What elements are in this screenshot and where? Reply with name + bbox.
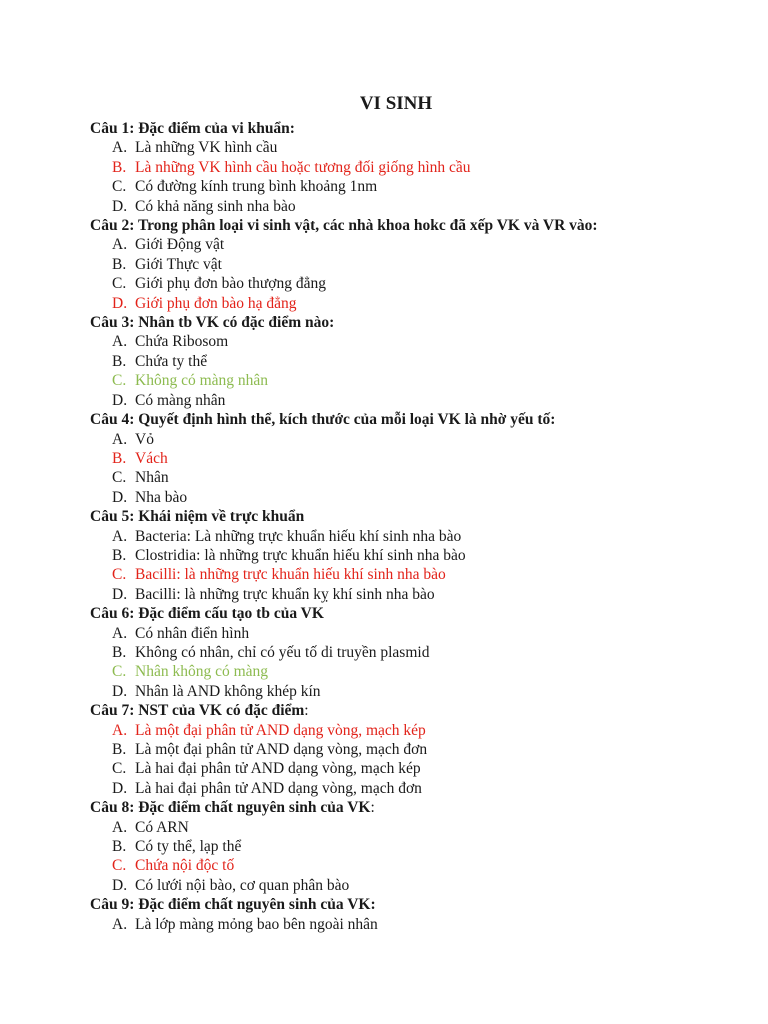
answer-letter: C. xyxy=(112,566,127,584)
answer-options xyxy=(90,818,708,896)
answer-letter: A. xyxy=(112,139,128,157)
question-heading-text: Câu 5: Khái niệm về trực khuẩn xyxy=(90,508,305,526)
answer-text: Có ARN xyxy=(135,818,189,836)
answer-letter: C. xyxy=(112,469,127,487)
answer-letter: C. xyxy=(112,178,127,196)
answer-text: Nhân không có màng xyxy=(135,663,269,681)
question-4 xyxy=(90,410,708,507)
answer-option xyxy=(90,274,708,293)
answer-text: Nhân xyxy=(135,469,169,487)
answer-letter: C. xyxy=(112,663,127,681)
answer-letter: D. xyxy=(112,294,128,312)
answer-letter: D. xyxy=(112,876,128,894)
answer-text: Nha bào xyxy=(135,488,188,506)
answer-letter: A. xyxy=(112,915,128,933)
answer-options xyxy=(90,915,708,934)
answer-option xyxy=(90,856,708,875)
answer-letter: A. xyxy=(112,624,128,642)
answer-letter: D. xyxy=(112,779,128,797)
answer-text: Có ty thể, lạp thể xyxy=(135,838,242,856)
answer-letter: B. xyxy=(112,838,127,856)
answer-letter: C. xyxy=(112,760,127,778)
answer-option xyxy=(90,818,708,837)
answer-option xyxy=(90,177,708,196)
answer-option xyxy=(90,332,708,351)
question-1 xyxy=(90,119,708,216)
question-heading-text: Câu 7: NST của VK có đặc điểm xyxy=(90,702,305,720)
question-heading-text: Câu 1: Đặc điểm của vi khuẩn: xyxy=(90,120,295,137)
question-heading xyxy=(90,604,708,623)
question-heading xyxy=(90,119,708,138)
answer-letter: B. xyxy=(112,546,127,564)
answer-options xyxy=(90,332,708,410)
answer-text: Là một đại phân tử AND dạng vòng, mạch đơn xyxy=(135,741,428,758)
answer-option xyxy=(90,585,708,604)
answer-option xyxy=(90,197,708,216)
answer-letter: A. xyxy=(112,430,128,448)
answer-options xyxy=(90,721,708,799)
answer-option xyxy=(90,488,708,507)
question-heading-text: Câu 3: Nhân tb VK có đặc điểm nào: xyxy=(90,314,335,332)
answer-text: Giới Động vật xyxy=(135,236,225,254)
answer-options xyxy=(90,235,708,313)
question-3 xyxy=(90,313,708,410)
answer-letter: D. xyxy=(112,488,128,506)
answer-text: Là những VK hình cầu xyxy=(135,139,278,157)
answer-letter: C. xyxy=(112,372,127,390)
question-heading xyxy=(90,216,708,235)
answer-letter: D. xyxy=(112,197,128,215)
answer-text: Không có màng nhân xyxy=(135,372,269,390)
answer-text: Bacilli: là những trực khuẩn hiếu khí sinh nha bào xyxy=(135,566,446,584)
answer-option xyxy=(90,391,708,410)
question-9 xyxy=(90,895,708,934)
question-heading-tail: : xyxy=(304,702,309,720)
answer-text: Có nhân điển hình xyxy=(135,624,250,642)
answer-options xyxy=(90,624,708,702)
answer-options xyxy=(90,430,708,508)
answer-text: Chứa nội độc tố xyxy=(135,857,235,875)
answer-text: Vách xyxy=(135,449,168,467)
answer-text: Có khả năng sinh nha bào xyxy=(135,197,296,215)
answer-option xyxy=(90,255,708,274)
question-heading-text: Câu 9: Đặc điểm chất nguyên sinh của VK: xyxy=(90,896,376,914)
answer-text: Là hai đại phân tử AND dạng vòng, mạch kép xyxy=(135,760,421,778)
answer-option xyxy=(90,779,708,798)
answer-option xyxy=(90,235,708,254)
question-heading-text: Câu 4: Quyết định hình thể, kích thước của mỗi loại VK là nhờ yếu tố: xyxy=(90,411,556,429)
answer-text: Có đường kính trung bình khoảng 1nm xyxy=(135,178,378,196)
answer-option xyxy=(90,430,708,449)
answer-text: Giới Thực vật xyxy=(135,255,222,273)
answer-letter: B. xyxy=(112,352,127,370)
question-heading-text: Câu 8: Đặc điểm chất nguyên sinh của VK xyxy=(90,799,371,817)
question-heading-tail: : xyxy=(370,799,375,817)
answer-option xyxy=(90,876,708,895)
answer-letter: A. xyxy=(112,721,128,739)
answer-option xyxy=(90,643,708,662)
answer-letter: D. xyxy=(112,585,128,603)
answer-letter: B. xyxy=(112,158,127,176)
answer-text: Bacilli: là những trực khuẩn kỵ khí sinh nha bào xyxy=(135,585,435,603)
answer-option xyxy=(90,740,708,759)
answer-option xyxy=(90,624,708,643)
answer-letter: D. xyxy=(112,682,128,700)
answer-text: Là những VK hình cầu hoặc tương đối giống hình cầu xyxy=(135,158,471,176)
answer-text: Là hai đại phân tử AND dạng vòng, mạch đơn xyxy=(135,779,422,797)
answer-text: Giới phụ đơn bào hạ đẳng xyxy=(135,294,297,312)
answer-option xyxy=(90,837,708,856)
answer-option xyxy=(90,662,708,681)
answer-text: Vỏ xyxy=(135,430,154,448)
answer-text: Chứa ty thể xyxy=(135,352,208,370)
answer-text: Nhân là AND không khép kín xyxy=(135,682,321,700)
answer-text: Chứa Ribosom xyxy=(135,333,229,351)
answer-option xyxy=(90,721,708,740)
question-heading-text: Câu 6: Đặc điểm cấu tạo tb của VK xyxy=(90,605,324,623)
page-title: VI SINH xyxy=(359,93,433,114)
question-5 xyxy=(90,507,708,604)
question-list xyxy=(90,119,708,934)
question-heading xyxy=(90,895,708,914)
answer-letter: C. xyxy=(112,857,127,875)
answer-option xyxy=(90,294,708,313)
answer-letter: B. xyxy=(112,255,127,273)
answer-text: Clostridia: là những trực khuẩn hiếu khí sinh nha bào xyxy=(135,546,466,564)
answer-text: Bacteria: Là những trực khuẩn hiếu khí sinh nha bào xyxy=(135,527,462,545)
answer-option xyxy=(90,449,708,468)
answer-letter: A. xyxy=(112,333,128,351)
question-2 xyxy=(90,216,708,313)
answer-option xyxy=(90,682,708,701)
answer-option xyxy=(90,138,708,157)
answer-letter: A. xyxy=(112,236,128,254)
answer-letter: B. xyxy=(112,741,127,758)
answer-option xyxy=(90,915,708,934)
answer-text: Giới phụ đơn bào thượng đẳng xyxy=(135,275,326,293)
question-heading xyxy=(90,313,708,332)
answer-text: Có lưới nội bào, cơ quan phân bào xyxy=(135,876,350,894)
answer-letter: D. xyxy=(112,391,128,409)
answer-option xyxy=(90,158,708,177)
answer-letter: B. xyxy=(112,643,127,661)
answer-letter: B. xyxy=(112,449,127,467)
answer-option xyxy=(90,565,708,584)
answer-options xyxy=(90,138,708,216)
answer-option xyxy=(90,352,708,371)
answer-letter: A. xyxy=(112,527,128,545)
answer-options xyxy=(90,527,708,605)
question-8 xyxy=(90,798,708,895)
answer-letter: A. xyxy=(112,818,128,836)
answer-letter: C. xyxy=(112,275,127,293)
question-7 xyxy=(90,701,708,798)
answer-text: Có màng nhân xyxy=(135,391,226,409)
answer-text: Là lớp màng mỏng bao bên ngoài nhân xyxy=(135,915,378,933)
answer-option xyxy=(90,527,708,546)
question-6 xyxy=(90,604,708,701)
question-heading xyxy=(90,798,708,817)
answer-text: Là một đại phân tử AND dạng vòng, mạch kép xyxy=(135,721,426,739)
question-heading-text: Câu 2: Trong phân loại vi sinh vật, các nhà khoa hokc đã xếp VK và VR vào: xyxy=(90,217,598,235)
question-heading xyxy=(90,410,708,429)
answer-text: Không có nhân, chỉ có yếu tố di truyền plasmid xyxy=(135,643,430,661)
answer-option xyxy=(90,759,708,778)
answer-option xyxy=(90,371,708,390)
answer-option xyxy=(90,468,708,487)
answer-option xyxy=(90,546,708,565)
question-heading xyxy=(90,701,708,720)
question-heading xyxy=(90,507,708,526)
